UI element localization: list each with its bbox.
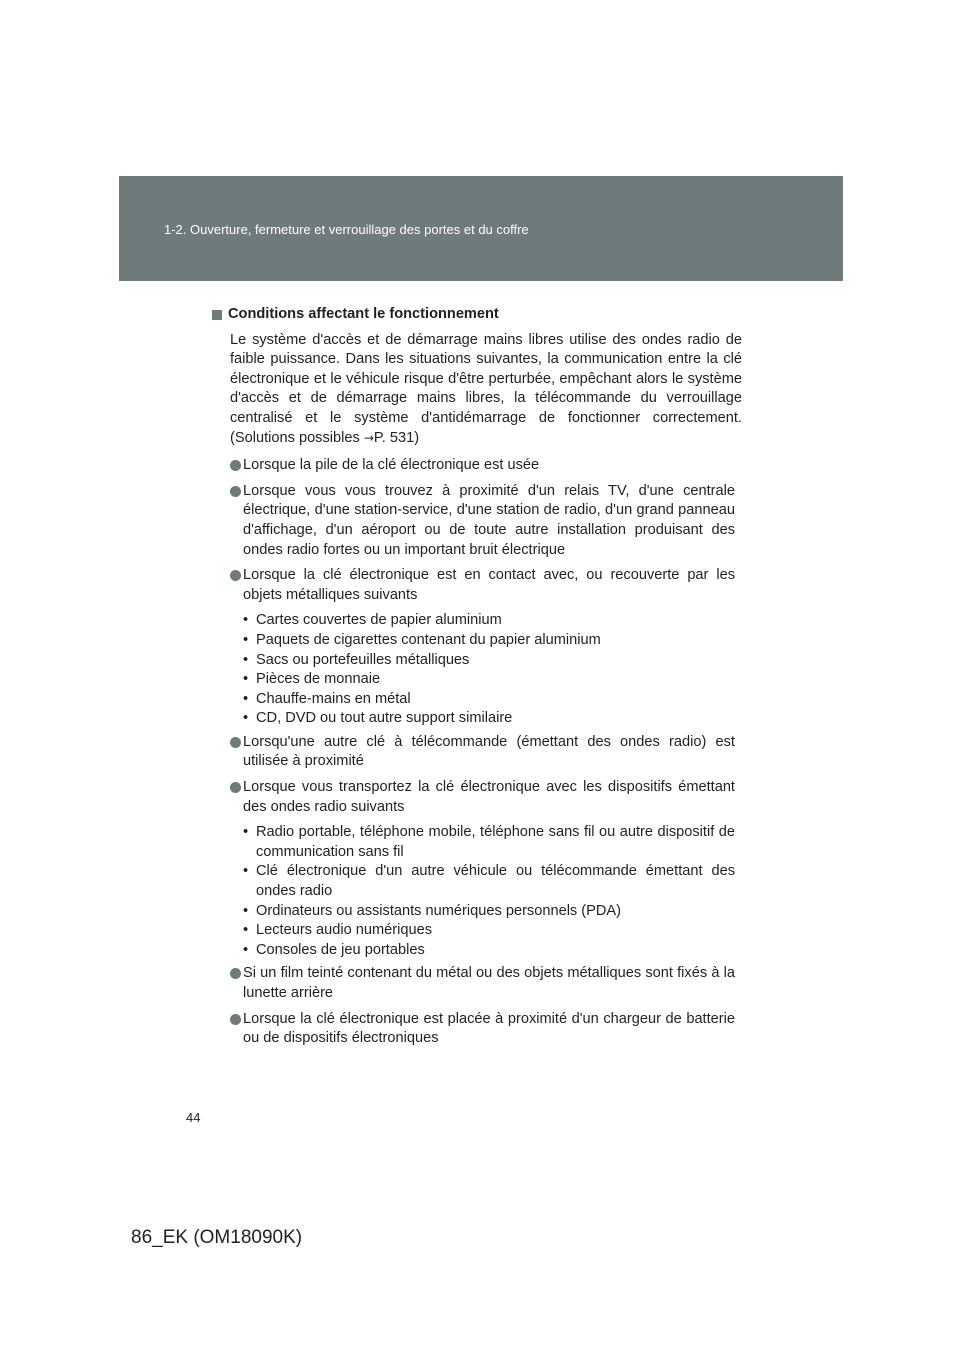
condition-item	[212, 482, 735, 560]
intro-paragraph	[230, 331, 742, 449]
sub-item-text: Lecteurs audio numériques	[256, 922, 433, 939]
dot-bullet-icon: •	[243, 671, 249, 688]
section-title: 1-2. Ouverture, fermeture et verrouillage des portes et du coffre	[164, 222, 529, 237]
condition-text: Lorsque vous transportez la clé électronique avec les dispositifs émettant des ondes radio suivants	[243, 779, 735, 815]
page-number: 44	[186, 1110, 201, 1125]
sub-list-item	[243, 651, 735, 671]
condition-text: Si un film teinté contenant du métal ou des objets métalliques sont fixés à la lunette arrière	[243, 965, 735, 1001]
dot-bullet-icon: •	[243, 690, 249, 707]
dot-bullet-icon: •	[243, 651, 249, 668]
sub-list	[243, 823, 735, 960]
sub-list-item	[243, 823, 735, 862]
page-content	[212, 305, 742, 1055]
sub-list-item	[243, 921, 735, 941]
sub-item-text: CD, DVD ou tout autre support similaire	[256, 710, 513, 727]
sub-list-item	[243, 941, 735, 961]
sub-item-text: Cartes couvertes de papier aluminium	[256, 612, 502, 629]
dot-bullet-icon: •	[243, 710, 249, 727]
sub-item-text: Paquets de cigarettes contenant du papier aluminium	[256, 631, 601, 648]
dot-bullet-icon: •	[243, 863, 249, 880]
page-reference: P. 531)	[373, 429, 420, 446]
circle-bullet-icon	[230, 486, 241, 497]
sub-item-text: Consoles de jeu portables	[256, 941, 425, 958]
circle-bullet-icon	[230, 570, 241, 581]
condition-text: Lorsque vous vous trouvez à proximité d'un relais TV, d'une centrale électrique, d'une station-service, d'une station de radio, d'un grand panneau d'affichage, d'un aéroport ou de toute autre installation produisant des ondes radio fortes ou un important bruit électrique	[243, 482, 735, 558]
dot-bullet-icon: •	[243, 941, 249, 958]
condition-list	[212, 456, 736, 1049]
section-heading	[212, 305, 736, 325]
condition-text: Lorsque la clé électronique est placée à proximité d'un chargeur de batterie ou de dispositifs électroniques	[243, 1010, 735, 1047]
arrow-icon: →	[363, 430, 374, 445]
dot-bullet-icon: •	[243, 612, 249, 629]
condition-text: Lorsqu'une autre clé à télécommande (émettant des ondes radio) est utilisée à proximité	[243, 733, 735, 770]
condition-item	[212, 1010, 735, 1049]
sub-list-item	[243, 709, 735, 729]
sub-item-text: Ordinateurs ou assistants numériques personnels (PDA)	[256, 902, 622, 919]
sub-item-text: Pièces de monnaie	[256, 671, 381, 688]
condition-item	[212, 778, 735, 817]
sub-list	[243, 611, 735, 729]
sub-list-item	[243, 631, 735, 651]
condition-item	[212, 964, 735, 1003]
circle-bullet-icon	[230, 968, 241, 979]
document-code: 86_EK (OM18090K)	[131, 1227, 303, 1248]
dot-bullet-icon: •	[243, 922, 249, 939]
circle-bullet-icon	[230, 1014, 241, 1025]
circle-bullet-icon	[230, 782, 241, 793]
sub-item-text: Radio portable, téléphone mobile, téléphone sans fil ou autre dispositif de communication sans fil	[256, 824, 735, 860]
sub-list-item	[243, 611, 735, 631]
condition-text: Lorsque la clé électronique est en contact avec, ou recouverte par les objets métalliques suivants	[243, 567, 735, 603]
condition-item	[212, 566, 735, 605]
sub-list-item	[243, 902, 735, 922]
condition-item	[212, 733, 735, 772]
dot-bullet-icon: •	[243, 824, 249, 841]
section-heading-text: Conditions affectant le fonctionnement	[228, 306, 499, 322]
sub-list-item	[243, 862, 735, 901]
circle-bullet-icon	[230, 460, 241, 471]
sub-list-item	[243, 670, 735, 690]
intro-text: Le système d'accès et de démarrage mains libres utilise des ondes radio de faible puissance. Dans les situations suivantes, la communication entre la clé électronique et le véhicule risque d'être perturbée, empêchant alors le système d'accès et de démarrage mains libres, la télécommande du verrouillage centralisé et le système d'antidémarrage de fonctionner correctement. (Solutions possibles	[230, 331, 742, 446]
sub-item-text: Chauffe-mains en métal	[256, 690, 411, 707]
dot-bullet-icon: •	[243, 631, 249, 648]
condition-text: Lorsque la pile de la clé électronique est usée	[243, 457, 540, 474]
sub-item-text: Clé électronique d'un autre véhicule ou télécommande émettant des ondes radio	[256, 863, 735, 900]
square-bullet-icon	[212, 310, 222, 320]
sub-list-item	[243, 690, 735, 710]
dot-bullet-icon: •	[243, 902, 249, 919]
condition-item	[212, 456, 735, 476]
sub-item-text: Sacs ou portefeuilles métalliques	[256, 651, 470, 668]
circle-bullet-icon	[230, 737, 241, 748]
